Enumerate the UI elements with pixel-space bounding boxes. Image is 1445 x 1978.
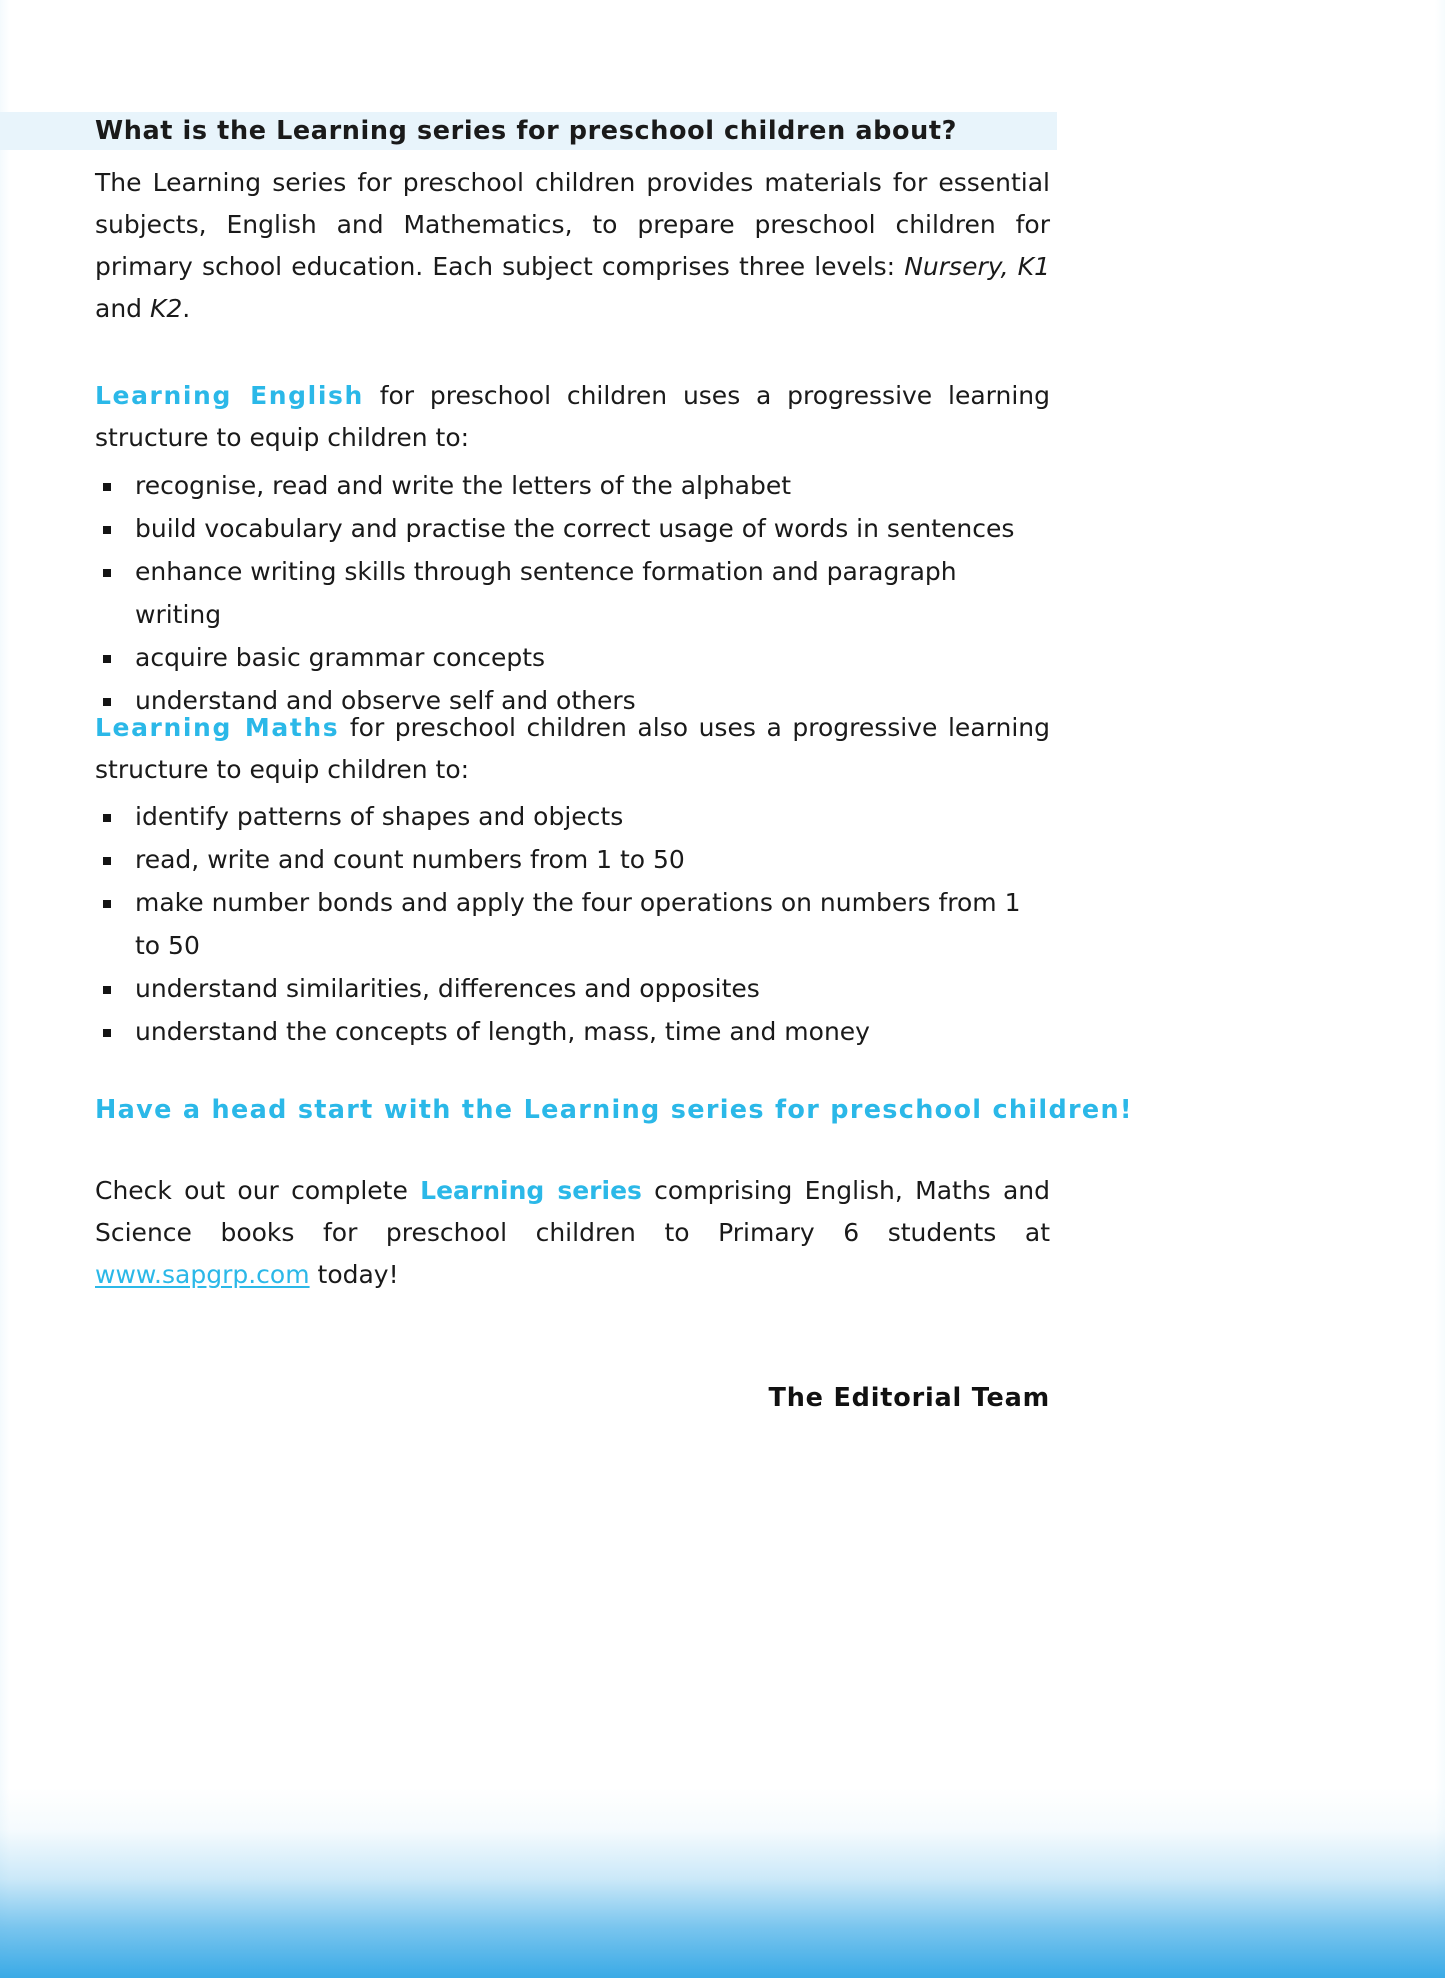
english-lead-text: for preschool children uses a progressive learning structure to equip children to: xyxy=(95,381,1050,452)
closing-accent-label: Learning series xyxy=(420,1176,642,1205)
intro-paragraph xyxy=(95,162,1050,330)
list-item-label: read, write and count numbers from 1 to 50 xyxy=(135,845,685,874)
intro-text-part2 xyxy=(1009,252,1018,281)
list-item-label: understand the concepts of length, mass, time and money xyxy=(135,1017,870,1046)
list-item xyxy=(95,881,1050,967)
bullet-square-icon xyxy=(103,986,111,994)
callout-text: Have a head start with the Learning series for preschool children! xyxy=(95,1095,1133,1125)
list-item-label: recognise, read and write the letters of the alphabet xyxy=(135,471,792,500)
page-bottom-gradient xyxy=(0,1788,1445,1978)
bullet-square-icon xyxy=(103,1029,111,1037)
english-lead-block xyxy=(95,375,1050,459)
list-item-label: understand similarities, differences and opposites xyxy=(135,974,760,1003)
intro-text-part3: and xyxy=(95,294,150,323)
bullet-square-icon xyxy=(103,900,111,908)
list-item xyxy=(95,795,1050,838)
maths-accent-label: Learning Maths xyxy=(95,713,340,742)
bullet-square-icon xyxy=(103,698,111,706)
maths-lead-paragraph xyxy=(95,707,1050,791)
callout-block xyxy=(95,1090,1133,1130)
intro-paragraph-block xyxy=(95,162,1050,330)
bullet-square-icon xyxy=(103,526,111,534)
intro-level-nursery: Nursery, xyxy=(904,252,1009,281)
bullet-square-icon xyxy=(103,483,111,491)
bullet-square-icon xyxy=(103,655,111,663)
english-bullet-list xyxy=(95,464,1050,722)
bullet-square-icon xyxy=(103,857,111,865)
intro-level-k1: K1 xyxy=(1017,252,1050,281)
closing-paragraph xyxy=(95,1170,1050,1296)
english-accent-label: Learning English xyxy=(95,381,364,410)
closing-paragraph-block xyxy=(95,1170,1050,1296)
maths-bullet-list xyxy=(95,795,1050,1053)
closing-text-part3: today! xyxy=(309,1260,399,1289)
list-item-label: understand and observe self and others xyxy=(135,686,636,715)
maths-lead-block xyxy=(95,707,1050,791)
page-left-edge xyxy=(0,0,10,1978)
list-item-label: acquire basic grammar concepts xyxy=(135,643,546,672)
intro-level-k2: K2 xyxy=(149,294,183,323)
page-right-edge xyxy=(1435,0,1445,1978)
page-title: What is the Learning series for preschool children about? xyxy=(95,116,958,146)
signature-line: The Editorial Team xyxy=(768,1383,1050,1413)
intro-text-part4: . xyxy=(182,294,191,323)
list-item xyxy=(95,636,1050,679)
maths-bullet-list-block xyxy=(95,795,1050,1053)
website-link[interactable]: www.sapgrp.com xyxy=(95,1260,310,1289)
bullet-square-icon xyxy=(103,569,111,577)
list-item xyxy=(95,507,1050,550)
list-item xyxy=(95,550,1050,636)
closing-text-part1: Check out our complete xyxy=(95,1176,421,1205)
closing-text-part2: comprising English, Maths and Science books for preschool children to Primary 6 students at xyxy=(95,1176,1050,1247)
list-item xyxy=(95,1010,1050,1053)
list-item-label: make number bonds and apply the four operations on numbers from 1 to 50 xyxy=(135,888,1021,960)
list-item-label: build vocabulary and practise the correct usage of words in sentences xyxy=(135,514,1015,543)
maths-lead-text: for preschool children also uses a progressive learning structure to equip children to: xyxy=(95,713,1050,784)
bullet-square-icon xyxy=(103,814,111,822)
english-bullet-list-block xyxy=(95,464,1050,722)
list-item-label: enhance writing skills through sentence formation and paragraph writing xyxy=(135,557,957,629)
list-item-label: identify patterns of shapes and objects xyxy=(135,802,624,831)
list-item xyxy=(95,464,1050,507)
english-lead-paragraph xyxy=(95,375,1050,459)
list-item xyxy=(95,967,1050,1010)
list-item xyxy=(95,838,1050,881)
intro-text-part1: The Learning series for preschool children provides materials for essential subjects, English and Mathematics, to prepare preschool children for primary school education. Each subject comprises three levels: xyxy=(95,168,1050,281)
